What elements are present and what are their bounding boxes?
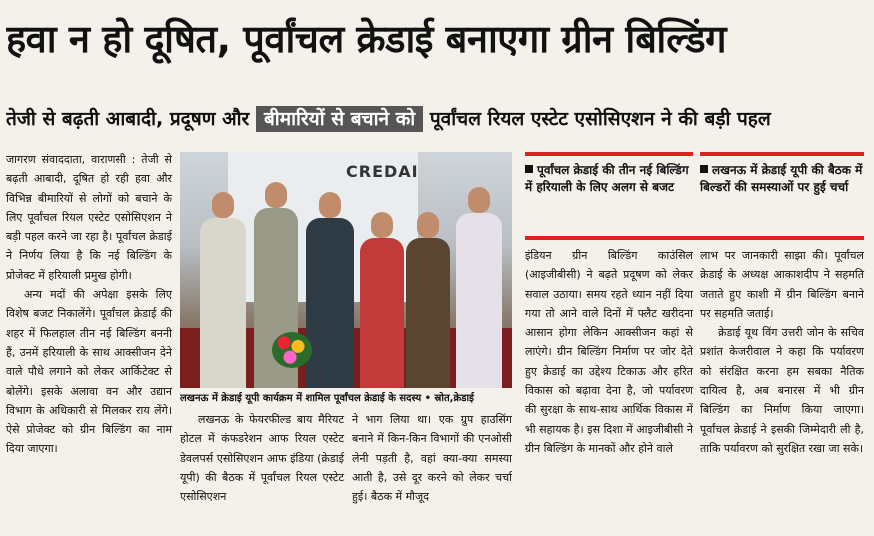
subhead-highlight: बीमारियों से बचाने को xyxy=(256,106,423,132)
highlight-box-left xyxy=(525,152,693,236)
red-rule xyxy=(525,152,693,156)
person-figure xyxy=(200,218,246,388)
flower-bouquet xyxy=(272,332,312,368)
article-column-3 xyxy=(352,410,512,506)
event-photo xyxy=(180,152,512,388)
bullet-icon xyxy=(700,165,708,173)
article-paragraph: अन्य मदों की अपेक्षा इसके लिए विशेष बजट निकालेंगे। पूर्वांचल क्रेडाई की शहर में फिलहाल तीन नई बिल्डिंग बननी हैं, उनमें हरियाली के साथ आक्सीजन देने वाले पौधे लगाने को लेकर आर्किटेक्ट से बोलेंगे। इसके अलावा वन और उद्यान विभाग के अधिकारी से मिलकर राय लेंगे। ऐसे प्रोजेक्ट को ग्रीन बिल्डिंग का नाम दिया जाएगा। xyxy=(6,288,172,456)
red-rule-bottom xyxy=(525,236,864,240)
person-figure xyxy=(406,238,450,388)
headline: हवा न हो दूषित, पूर्वांचल क्रेडाई बनाएगा ग्रीन बिल्डिंग xyxy=(6,17,726,61)
photo-caption: लखनऊ में क्रेडाई यूपी कार्यक्रम में शामिल पूर्वांचल क्रेडाई के सदस्य • स्रोत,क्रेडाई xyxy=(180,393,474,404)
highlight-box-right xyxy=(700,152,864,236)
red-rule xyxy=(700,152,864,156)
article-column-1 xyxy=(6,150,172,459)
article-paragraph: लखनऊ के फेयरफील्ड बाय मैरियट होटल में कंफडरेशन आफ रियल एस्टेट डेवलपर्स एसोसिएशन आफ इंडिया (क्रेडाई यूपी) की बैठक में पूर्वांचल रियल एस्टेट एसोसिएशन xyxy=(180,413,344,504)
article-column-2 xyxy=(180,410,344,506)
bullet-icon xyxy=(525,165,533,173)
article-paragraph: जागरण संवाददाता, वाराणसी : तेजी से बढ़ती आबादी, दूषित हो रही हवा और विभिन्न बीमारियों से लोगों को बचाने के लिए पूर्वांचल रियल एस्टेट एसोसिएशन ने बड़ी पहल करने जा रहा है। पूर्वांचल क्रेडाई ने निर्णय लिया है कि नई बिल्डिंग के प्रोजेक्ट में हरियाली प्रमुख होगी। xyxy=(6,153,172,282)
subhead-part2: पूर्वांचल रियल एस्टेट एसोसिएशन ने की बड़ी पहल xyxy=(429,108,771,130)
article-column-4 xyxy=(525,246,693,458)
article-paragraph: इंडियन ग्रीन बिल्डिंग काउंसिल (आइजीबीसी) ने बढ़ते प्रदूषण को लेकर सवाल उठाया। समय रहते ध्यान नहीं दिया गया तो आने वाले दिनों में फ्लैट खरीदना आसान होगा लेकिन आक्सीजन कहां से लाएंगे। ग्रीन बिल्डिंग निर्माण पर जोर देते हुए क्रेडाई का उद्देश्य टिकाऊ और हरित विकास को बढ़ावा देना है, जो पर्यावरण की सुरक्षा के साथ-साथ आर्थिक विकास में भी सहायक है। इस दिशा में आइजीबीसी ने ग्रीन बिल्डिंग के मानकों और होने वाले xyxy=(525,249,693,455)
person-figure xyxy=(306,218,354,388)
article-paragraph: क्रेडाई यूथ विंग उत्तरी जोन के सचिव प्रशांत केजरीवाल ने कहा कि पर्यावरण को संरक्षित करना हम सबका नैतिक दायित्व है, अब बनारस में भी ग्रीन बिल्डिंग का निर्माण किया जाएगा। पूर्वांचल क्रेडाई ने इसकी जिम्मेदारी ली है, ताकि पर्यावरण को सुरक्षित रखा जा सके। xyxy=(700,326,864,455)
subheadline xyxy=(6,100,868,140)
article-paragraph: लाभ पर जानकारी साझा की। पूर्वांचल क्रेडाई के अध्यक्ष आकाशदीप ने सहमति जताते हुए काशी में ग्रीन बिल्डिंग बनाने पर सहमति जताई। xyxy=(700,249,864,320)
highlight-bullet: लखनऊ में क्रेडाई यूपी की बैठक में बिल्डरों की समस्याओं पर हुई चर्चा xyxy=(700,163,863,194)
highlight-bullet: पूर्वांचल क्रेडाई की तीन नई बिल्डिंग में हरियाली के लिए अलग से बजट xyxy=(525,163,689,194)
credai-logo: CREDAI xyxy=(346,162,419,181)
article-paragraph: ने भाग लिया था। एक ग्रुप हाउसिंग बनाने में किन-किन विभागों की एनओसी लेनी पड़ती है, वहां क्या-क्या समस्या आती है, उसे दूर करने को लेकर चर्चा हुई। बैठक में मौजूद xyxy=(352,413,512,504)
article-column-5 xyxy=(700,246,864,458)
person-figure xyxy=(456,213,502,388)
subhead-part1: तेजी से बढ़ती आबादी, प्रदूषण और xyxy=(6,108,250,130)
person-figure xyxy=(360,238,404,388)
